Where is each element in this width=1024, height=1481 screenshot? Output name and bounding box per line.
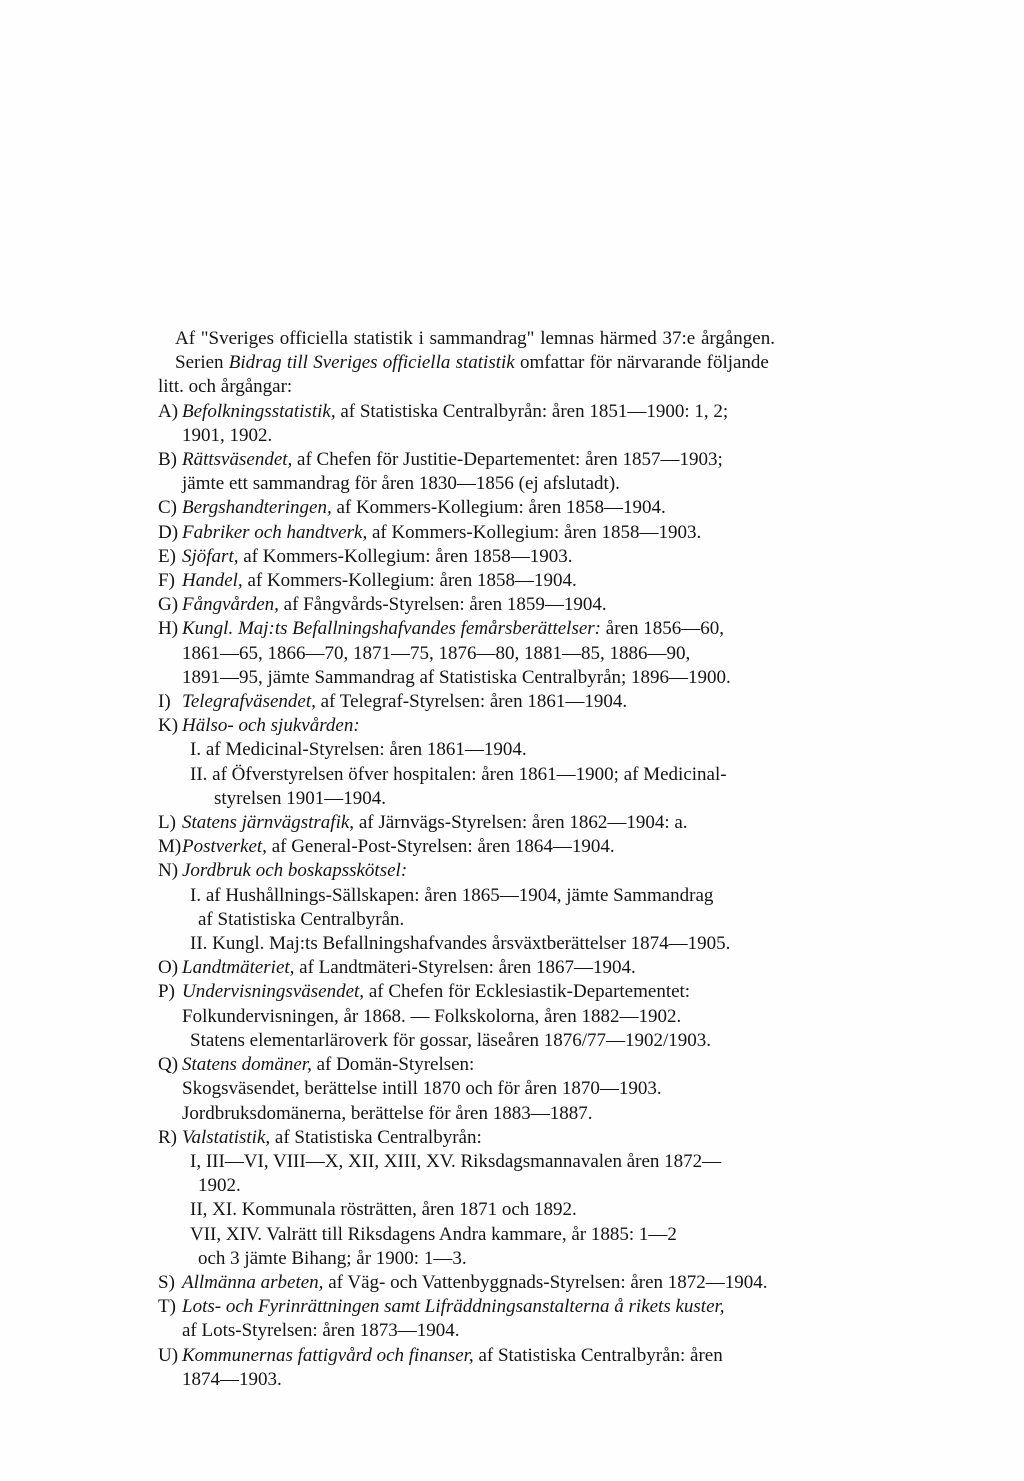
item-letter: Q) — [158, 1054, 179, 1076]
line-text: och 3 jämte Bihang; år 1900: 1—3. — [198, 1247, 467, 1269]
item-text: af Väg- och Vattenbyggnads-Styrelsen: åren 1872—1904. — [323, 1271, 768, 1293]
item-text: af Chefen för Ecklesiastik-Departementet: — [364, 981, 691, 1003]
line-text: 1901, 1902. — [182, 424, 273, 446]
item-body — [182, 1126, 898, 1150]
intro-text: litt. och årgångar: — [158, 376, 293, 398]
intro-text: Af "Sveriges officiella statistik i sammandrag" lemnas härmed 37:e årgången. — [175, 328, 775, 349]
item-letter: T) — [158, 1296, 176, 1318]
list-item — [158, 1271, 898, 1295]
continuation-line — [158, 738, 898, 762]
item-body — [182, 617, 898, 641]
item-letter: M) — [158, 836, 182, 858]
continuation-line — [158, 1247, 898, 1271]
line-text: styrelsen 1901—1904. — [214, 787, 387, 809]
item-letter: C) — [158, 497, 177, 519]
intro-text: Serien — [175, 352, 229, 374]
item-title: Valstatistik, — [182, 1126, 271, 1148]
list-item — [158, 1053, 898, 1077]
item-text: af Landtmäteri-Styrelsen: åren 1867—1904. — [294, 957, 636, 979]
list-item — [158, 835, 898, 859]
continuation-line — [158, 763, 898, 787]
item-title: Statens domäner, — [182, 1054, 312, 1076]
list-item — [158, 400, 898, 424]
list-item — [158, 956, 898, 980]
list-item — [158, 714, 898, 738]
item-title: Rättsväsendet, — [182, 449, 293, 471]
item-letter: S) — [158, 1271, 175, 1293]
item-body — [182, 980, 898, 1004]
item-letter: F) — [158, 570, 175, 592]
line-text: af Lots-Styrelsen: åren 1873—1904. — [182, 1320, 460, 1342]
item-letter: G) — [158, 594, 179, 616]
line-text: Folkundervisningen, år 1868. — Folkskolorna, åren 1882—1902. — [182, 1005, 682, 1027]
line-text: Skogsväsendet, berättelse intill 1870 och för åren 1870—1903. — [182, 1078, 662, 1100]
item-text: af Kommers-Kollegium: åren 1858—1904. — [242, 570, 577, 592]
continuation-line — [158, 1198, 898, 1222]
list-item — [158, 1295, 898, 1319]
list-item — [158, 593, 898, 617]
item-letter: H) — [158, 618, 179, 640]
line-text: Jordbruksdomänerna, berättelse för åren 1883—1887. — [182, 1102, 593, 1124]
item-title: Sjöfart, — [182, 545, 239, 567]
item-letter: U) — [158, 1344, 179, 1366]
continuation-line — [158, 787, 898, 811]
continuation-line — [158, 884, 898, 908]
list-item — [158, 980, 898, 1004]
item-text: af Kommers-Kollegium: åren 1858—1903. — [238, 545, 573, 567]
item-body — [182, 593, 898, 617]
item-letter: R) — [158, 1126, 177, 1148]
item-title: Hälso- och sjukvården: — [182, 715, 360, 737]
item-body — [182, 545, 898, 569]
item-body — [182, 521, 898, 545]
continuation-line — [158, 472, 898, 496]
list-item — [158, 569, 898, 593]
item-text: af Statistiska Centralbyrån: — [270, 1126, 482, 1148]
continuation-line — [158, 1319, 898, 1343]
continuation-line — [158, 1005, 898, 1029]
continuation-line — [158, 1102, 898, 1126]
item-body — [182, 448, 898, 472]
item-title: Kommunernas fattigvård och finanser, — [182, 1344, 474, 1366]
item-text: af Statistiska Centralbyrån: åren 1851—1900: 1, 2; — [335, 400, 729, 422]
item-text: af Kommers-Kollegium: åren 1858—1903. — [367, 521, 702, 543]
item-letter: A) — [158, 400, 179, 422]
item-letter: D) — [158, 521, 179, 543]
line-text: II. Kungl. Maj:ts Befallningshafvandes årsväxtberättelser 1874—1905. — [190, 933, 731, 955]
item-title: Handel, — [182, 570, 243, 592]
line-text: jämte ett sammandrag för åren 1830—1856 (ej afslutadt). — [182, 473, 620, 495]
item-title: Postverket, — [182, 836, 267, 858]
continuation-line — [158, 642, 898, 666]
continuation-line — [158, 908, 898, 932]
item-body — [182, 1344, 898, 1368]
item-body — [182, 1295, 898, 1319]
list-item — [158, 617, 898, 641]
list-item — [158, 1344, 898, 1368]
item-title: Allmänna arbeten, — [182, 1271, 324, 1293]
item-letter: K) — [158, 715, 179, 737]
item-body — [182, 496, 898, 520]
continuation-line — [158, 1368, 898, 1392]
line-text: I, III—VI, VIII—X, XII, XIII, XV. Riksdagsmannavalen åren 1872— — [190, 1150, 722, 1172]
item-text: af Domän-Styrelsen: — [311, 1054, 475, 1076]
item-body — [182, 400, 898, 424]
item-body — [182, 859, 898, 883]
line-text: I. af Medicinal-Styrelsen: åren 1861—1904. — [190, 739, 527, 761]
continuation-line — [158, 1174, 898, 1198]
item-letter: E) — [158, 545, 176, 567]
item-letter: O) — [158, 957, 179, 979]
item-body — [182, 811, 898, 835]
continuation-line — [158, 1077, 898, 1101]
list-item — [158, 811, 898, 835]
item-letter: L) — [158, 812, 176, 834]
item-letter: I) — [158, 691, 171, 713]
item-title: Fabriker och handtverk, — [182, 521, 368, 543]
item-text: af Statistiska Centralbyrån: åren — [473, 1344, 723, 1366]
item-title: Befolkningsstatistik, — [182, 400, 336, 422]
item-letter: N) — [158, 860, 179, 882]
item-title: Bergshandteringen, — [182, 497, 332, 519]
item-body — [182, 690, 898, 714]
item-letter: B) — [158, 449, 177, 471]
line-text: 1874—1903. — [182, 1368, 282, 1390]
item-text: åren 1856—60, — [601, 618, 724, 640]
line-text: VII, XIV. Valrätt till Riksdagens Andra kammare, år 1885: 1—2 — [190, 1223, 677, 1245]
line-text: II. af Öfverstyrelsen öfver hospitalen: åren 1861—1900; af Medicinal- — [190, 763, 727, 785]
item-body — [182, 569, 898, 593]
list-item — [158, 448, 898, 472]
list-item — [158, 690, 898, 714]
item-text: af Järnvägs-Styrelsen: åren 1862—1904: a. — [354, 812, 688, 834]
item-text: af Kommers-Kollegium: åren 1858—1904. — [331, 497, 666, 519]
list-item — [158, 496, 898, 520]
list-item — [158, 859, 898, 883]
list-item — [158, 521, 898, 545]
continuation-line — [158, 932, 898, 956]
line-text: Statens elementarläroverk för gossar, läseåren 1876/77—1902/1903. — [190, 1029, 712, 1051]
line-text: II, XI. Kommunala rösträtten, åren 1871 och 1892. — [190, 1199, 577, 1221]
intro-line — [158, 327, 898, 351]
item-title: Statens järnvägstrafik, — [182, 812, 355, 834]
list-item — [158, 1126, 898, 1150]
item-title: Jordbruk och boskapsskötsel: — [182, 860, 408, 882]
item-body — [182, 1271, 898, 1295]
line-text: I. af Hushållnings-Sällskapen: åren 1865—1904, jämte Sammandrag — [190, 884, 714, 906]
line-text: 1891—95, jämte Sammandrag af Statistiska Centralbyrån; 1896—1900. — [182, 666, 731, 688]
item-body — [182, 835, 898, 859]
item-title: Lots- och Fyrinrättningen samt Lifräddningsanstalterna å rikets kuster, — [182, 1296, 725, 1318]
item-title: Kungl. Maj:ts Befallningshafvandes femårsberättelser: — [182, 618, 602, 640]
item-body — [182, 1053, 898, 1077]
continuation-line — [158, 1029, 898, 1053]
intro-line — [158, 351, 898, 375]
item-body — [182, 956, 898, 980]
item-title: Telegrafväsendet, — [182, 691, 316, 713]
item-letter: P) — [158, 981, 175, 1003]
continuation-line — [158, 1223, 898, 1247]
item-text: af General-Post-Styrelsen: åren 1864—1904. — [266, 836, 615, 858]
item-title: Undervisningsväsendet, — [182, 981, 365, 1003]
item-title: Landtmäteriet, — [182, 957, 295, 979]
continuation-line — [158, 1150, 898, 1174]
list-item — [158, 545, 898, 569]
text-block — [158, 327, 898, 1392]
continuation-line — [158, 424, 898, 448]
intro-line — [158, 375, 898, 399]
line-text: af Statistiska Centralbyrån. — [198, 908, 405, 930]
continuation-line — [158, 666, 898, 690]
line-text: 1861—65, 1866—70, 1871—75, 1876—80, 1881—85, 1886—90, — [182, 642, 691, 664]
item-text: af Fångvårds-Styrelsen: åren 1859—1904. — [278, 594, 607, 616]
item-body — [182, 714, 898, 738]
item-title: Fångvården, — [182, 594, 279, 616]
item-text: af Telegraf-Styrelsen: åren 1861—1904. — [315, 691, 628, 713]
line-text: 1902. — [198, 1175, 241, 1197]
item-text: af Chefen för Justitie-Departementet: åren 1857—1903; — [292, 449, 723, 471]
series-title: Bidrag till Sveriges officiella statistik — [228, 352, 515, 374]
intro-text: omfattar för närvarande följande — [514, 352, 769, 374]
